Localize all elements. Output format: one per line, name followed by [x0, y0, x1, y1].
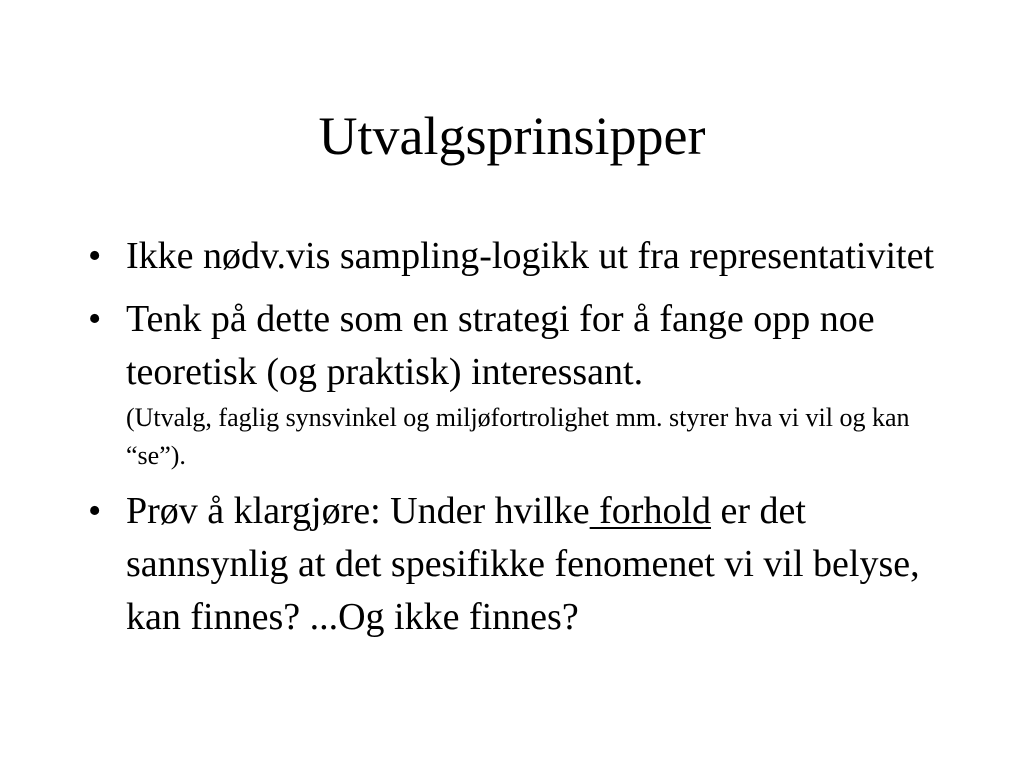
bullet-note: (Utvalg, faglig synsvinkel og miljøfortrolighet mm. styrer hva vi vil og kan “se”). — [126, 403, 910, 470]
bullet-text-before: Prøv å klargjøre: Under hvilke — [126, 490, 590, 532]
bullet-item-2 — [88, 293, 948, 475]
bullet-item-3 — [88, 485, 948, 644]
bullet-text: Ikke nødv.vis sampling-logikk ut fra representativitet — [126, 235, 935, 277]
bullet-icon: • — [88, 490, 102, 532]
bullet-text-after: er det sannsynlig at det spesifikke fenomenet vi vil belyse, kan finnes? ...Og ikke finnes? — [126, 490, 920, 638]
underlined-word: forhold — [589, 490, 712, 532]
slide-title: Utvalgsprinsipper — [318, 106, 706, 166]
bullet-list — [88, 230, 948, 654]
bullet-item-1 — [88, 230, 948, 283]
bullet-icon: • — [88, 298, 102, 340]
bullet-icon: • — [88, 235, 102, 277]
bullet-text: Tenk på dette som en strategi for å fange opp noe teoretisk (og praktisk) interessant. — [126, 298, 875, 393]
